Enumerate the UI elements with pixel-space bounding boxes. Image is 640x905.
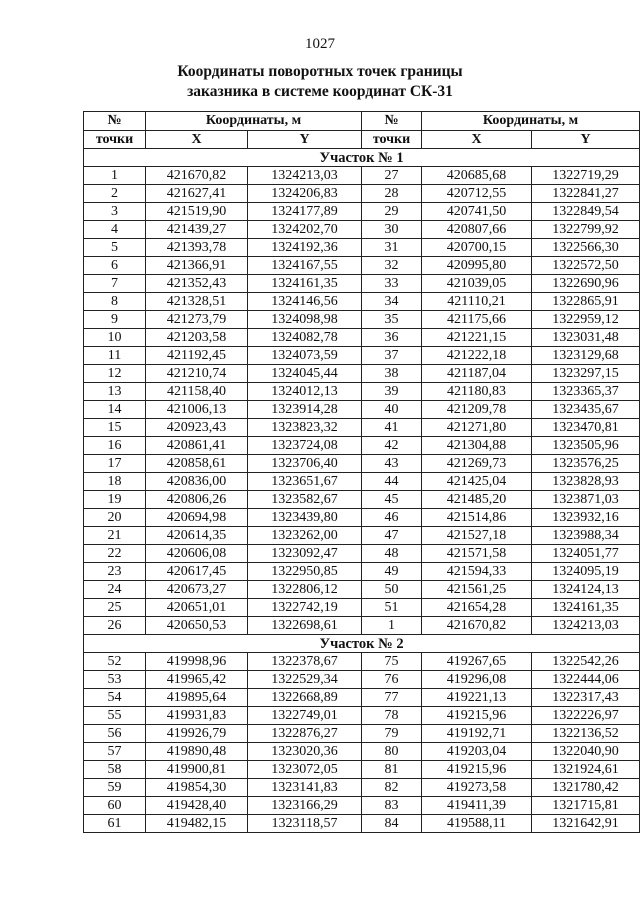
cell-x-right: 421594,33 bbox=[422, 563, 532, 581]
cell-x-left: 421203,58 bbox=[146, 329, 248, 347]
cell-point-right: 27 bbox=[362, 167, 422, 185]
cell-y-left: 1322378,67 bbox=[248, 653, 362, 671]
table-body bbox=[84, 149, 640, 833]
table-row bbox=[84, 275, 640, 293]
cell-point-left: 22 bbox=[84, 545, 146, 563]
cell-x-left: 419998,96 bbox=[146, 653, 248, 671]
header-y-right: Y bbox=[532, 131, 640, 149]
cell-x-right: 420807,66 bbox=[422, 221, 532, 239]
cell-y-right: 1322841,27 bbox=[532, 185, 640, 203]
cell-x-left: 420614,35 bbox=[146, 527, 248, 545]
header-num-left: № bbox=[84, 112, 146, 131]
table-row bbox=[84, 185, 640, 203]
header-x-right: X bbox=[422, 131, 532, 149]
cell-x-left: 419482,15 bbox=[146, 815, 248, 833]
cell-x-left: 420858,61 bbox=[146, 455, 248, 473]
cell-point-left: 19 bbox=[84, 491, 146, 509]
cell-point-right: 28 bbox=[362, 185, 422, 203]
cell-point-right: 39 bbox=[362, 383, 422, 401]
cell-point-left: 7 bbox=[84, 275, 146, 293]
cell-point-right: 80 bbox=[362, 743, 422, 761]
cell-point-right: 81 bbox=[362, 761, 422, 779]
cell-y-left: 1323118,57 bbox=[248, 815, 362, 833]
cell-x-left: 420806,26 bbox=[146, 491, 248, 509]
cell-y-left: 1323914,28 bbox=[248, 401, 362, 419]
cell-point-right: 46 bbox=[362, 509, 422, 527]
cell-point-left: 55 bbox=[84, 707, 146, 725]
table-row bbox=[84, 257, 640, 275]
cell-point-left: 15 bbox=[84, 419, 146, 437]
cell-y-left: 1324177,89 bbox=[248, 203, 362, 221]
cell-y-right: 1323365,37 bbox=[532, 383, 640, 401]
cell-y-left: 1324012,13 bbox=[248, 383, 362, 401]
table-row bbox=[84, 743, 640, 761]
cell-point-left: 58 bbox=[84, 761, 146, 779]
cell-y-right: 1322040,90 bbox=[532, 743, 640, 761]
cell-point-right: 84 bbox=[362, 815, 422, 833]
cell-x-right: 421187,04 bbox=[422, 365, 532, 383]
cell-y-left: 1323724,08 bbox=[248, 437, 362, 455]
cell-x-right: 420995,80 bbox=[422, 257, 532, 275]
table-row bbox=[84, 581, 640, 599]
cell-y-left: 1322742,19 bbox=[248, 599, 362, 617]
cell-y-left: 1323141,83 bbox=[248, 779, 362, 797]
cell-point-left: 9 bbox=[84, 311, 146, 329]
table-row bbox=[84, 779, 640, 797]
cell-y-right: 1322566,30 bbox=[532, 239, 640, 257]
cell-x-left: 419926,79 bbox=[146, 725, 248, 743]
table-row bbox=[84, 401, 640, 419]
cell-x-right: 419221,13 bbox=[422, 689, 532, 707]
cell-x-right: 419588,11 bbox=[422, 815, 532, 833]
cell-point-left: 12 bbox=[84, 365, 146, 383]
table-row bbox=[84, 455, 640, 473]
cell-y-right: 1324051,77 bbox=[532, 545, 640, 563]
cell-x-left: 421158,40 bbox=[146, 383, 248, 401]
cell-y-right: 1322444,06 bbox=[532, 671, 640, 689]
cell-point-right: 36 bbox=[362, 329, 422, 347]
cell-x-left: 420694,98 bbox=[146, 509, 248, 527]
cell-x-left: 419854,30 bbox=[146, 779, 248, 797]
cell-y-right: 1323129,68 bbox=[532, 347, 640, 365]
cell-x-right: 421209,78 bbox=[422, 401, 532, 419]
cell-point-left: 17 bbox=[84, 455, 146, 473]
cell-point-left: 11 bbox=[84, 347, 146, 365]
table-row bbox=[84, 707, 640, 725]
cell-y-right: 1322959,12 bbox=[532, 311, 640, 329]
cell-y-left: 1322529,34 bbox=[248, 671, 362, 689]
cell-x-left: 421627,41 bbox=[146, 185, 248, 203]
table-header-row-2 bbox=[84, 131, 640, 149]
cell-point-left: 61 bbox=[84, 815, 146, 833]
cell-x-left: 421273,79 bbox=[146, 311, 248, 329]
cell-y-right: 1321715,81 bbox=[532, 797, 640, 815]
cell-point-left: 20 bbox=[84, 509, 146, 527]
cell-x-left: 420861,41 bbox=[146, 437, 248, 455]
cell-point-right: 78 bbox=[362, 707, 422, 725]
cell-x-right: 421175,66 bbox=[422, 311, 532, 329]
cell-x-right: 419267,65 bbox=[422, 653, 532, 671]
header-point-right: точки bbox=[362, 131, 422, 149]
cell-x-left: 421670,82 bbox=[146, 167, 248, 185]
table-header-row-1 bbox=[84, 112, 640, 131]
cell-x-left: 421519,90 bbox=[146, 203, 248, 221]
cell-x-left: 419890,48 bbox=[146, 743, 248, 761]
cell-point-right: 34 bbox=[362, 293, 422, 311]
cell-y-right: 1324124,13 bbox=[532, 581, 640, 599]
table-row bbox=[84, 437, 640, 455]
cell-y-left: 1323706,40 bbox=[248, 455, 362, 473]
cell-y-right: 1322317,43 bbox=[532, 689, 640, 707]
cell-point-right: 49 bbox=[362, 563, 422, 581]
cell-point-right: 50 bbox=[362, 581, 422, 599]
cell-x-right: 420712,55 bbox=[422, 185, 532, 203]
cell-x-right: 421039,05 bbox=[422, 275, 532, 293]
table-row bbox=[84, 599, 640, 617]
cell-y-left: 1324161,35 bbox=[248, 275, 362, 293]
table-row bbox=[84, 815, 640, 833]
cell-point-left: 18 bbox=[84, 473, 146, 491]
cell-point-right: 38 bbox=[362, 365, 422, 383]
cell-point-left: 23 bbox=[84, 563, 146, 581]
title-line-2: заказника в системе координат СК-31 bbox=[187, 83, 453, 100]
cell-point-left: 1 bbox=[84, 167, 146, 185]
cell-point-right: 40 bbox=[362, 401, 422, 419]
header-x-left: X bbox=[146, 131, 248, 149]
cell-x-right: 421514,86 bbox=[422, 509, 532, 527]
cell-point-left: 60 bbox=[84, 797, 146, 815]
cell-y-left: 1323166,29 bbox=[248, 797, 362, 815]
cell-x-right: 420741,50 bbox=[422, 203, 532, 221]
cell-x-right: 419215,96 bbox=[422, 707, 532, 725]
cell-y-right: 1321780,42 bbox=[532, 779, 640, 797]
cell-y-right: 1324213,03 bbox=[532, 617, 640, 635]
cell-x-right: 421221,15 bbox=[422, 329, 532, 347]
header-coords-left: Координаты, м bbox=[146, 112, 362, 131]
cell-y-right: 1321642,91 bbox=[532, 815, 640, 833]
cell-point-right: 35 bbox=[362, 311, 422, 329]
cell-y-right: 1323505,96 bbox=[532, 437, 640, 455]
cell-point-left: 24 bbox=[84, 581, 146, 599]
section-row bbox=[84, 149, 640, 167]
cell-point-left: 14 bbox=[84, 401, 146, 419]
cell-point-right: 41 bbox=[362, 419, 422, 437]
cell-point-left: 4 bbox=[84, 221, 146, 239]
cell-y-left: 1323262,00 bbox=[248, 527, 362, 545]
cell-x-right: 421654,28 bbox=[422, 599, 532, 617]
cell-x-right: 421180,83 bbox=[422, 383, 532, 401]
document-title bbox=[0, 62, 640, 102]
cell-point-right: 47 bbox=[362, 527, 422, 545]
cell-y-left: 1324146,56 bbox=[248, 293, 362, 311]
cell-x-left: 420673,27 bbox=[146, 581, 248, 599]
cell-x-right: 421485,20 bbox=[422, 491, 532, 509]
table-row bbox=[84, 509, 640, 527]
table-row bbox=[84, 527, 640, 545]
cell-x-left: 419895,64 bbox=[146, 689, 248, 707]
header-y-left: Y bbox=[248, 131, 362, 149]
section-title: Участок № 2 bbox=[84, 635, 640, 653]
cell-x-right: 421425,04 bbox=[422, 473, 532, 491]
cell-point-right: 82 bbox=[362, 779, 422, 797]
cell-x-left: 421393,78 bbox=[146, 239, 248, 257]
cell-y-left: 1322698,61 bbox=[248, 617, 362, 635]
cell-x-right: 421561,25 bbox=[422, 581, 532, 599]
table-row bbox=[84, 311, 640, 329]
cell-x-left: 420836,00 bbox=[146, 473, 248, 491]
cell-point-right: 44 bbox=[362, 473, 422, 491]
cell-y-right: 1322572,50 bbox=[532, 257, 640, 275]
cell-x-right: 419215,96 bbox=[422, 761, 532, 779]
table-row bbox=[84, 725, 640, 743]
cell-x-right: 419296,08 bbox=[422, 671, 532, 689]
cell-x-right: 421670,82 bbox=[422, 617, 532, 635]
cell-point-left: 52 bbox=[84, 653, 146, 671]
cell-y-right: 1322849,54 bbox=[532, 203, 640, 221]
cell-y-right: 1321924,61 bbox=[532, 761, 640, 779]
cell-point-right: 76 bbox=[362, 671, 422, 689]
cell-point-left: 59 bbox=[84, 779, 146, 797]
cell-x-left: 421439,27 bbox=[146, 221, 248, 239]
cell-point-right: 77 bbox=[362, 689, 422, 707]
cell-point-right: 83 bbox=[362, 797, 422, 815]
cell-y-right: 1322136,52 bbox=[532, 725, 640, 743]
cell-point-left: 26 bbox=[84, 617, 146, 635]
cell-x-left: 421352,43 bbox=[146, 275, 248, 293]
cell-y-left: 1323439,80 bbox=[248, 509, 362, 527]
cell-y-right: 1323828,93 bbox=[532, 473, 640, 491]
cell-x-right: 420700,15 bbox=[422, 239, 532, 257]
cell-y-right: 1322226,97 bbox=[532, 707, 640, 725]
cell-x-left: 421210,74 bbox=[146, 365, 248, 383]
cell-y-right: 1323297,15 bbox=[532, 365, 640, 383]
cell-y-right: 1324161,35 bbox=[532, 599, 640, 617]
cell-point-right: 42 bbox=[362, 437, 422, 455]
cell-y-left: 1323092,47 bbox=[248, 545, 362, 563]
cell-y-left: 1324192,36 bbox=[248, 239, 362, 257]
cell-x-left: 420651,01 bbox=[146, 599, 248, 617]
cell-x-left: 420923,43 bbox=[146, 419, 248, 437]
title-line-1: Координаты поворотных точек границы bbox=[177, 63, 463, 80]
cell-x-right: 421269,73 bbox=[422, 455, 532, 473]
table-row bbox=[84, 761, 640, 779]
table-row bbox=[84, 203, 640, 221]
cell-y-right: 1323988,34 bbox=[532, 527, 640, 545]
page-number: 1027 bbox=[305, 36, 335, 52]
table-row bbox=[84, 365, 640, 383]
cell-x-left: 419931,83 bbox=[146, 707, 248, 725]
table-row bbox=[84, 329, 640, 347]
cell-y-left: 1324073,59 bbox=[248, 347, 362, 365]
cell-y-right: 1323576,25 bbox=[532, 455, 640, 473]
cell-x-right: 419203,04 bbox=[422, 743, 532, 761]
table-row bbox=[84, 473, 640, 491]
cell-point-right: 48 bbox=[362, 545, 422, 563]
header-point-left: точки bbox=[84, 131, 146, 149]
cell-point-left: 10 bbox=[84, 329, 146, 347]
cell-y-left: 1323651,67 bbox=[248, 473, 362, 491]
table-row bbox=[84, 617, 640, 635]
cell-x-left: 419428,40 bbox=[146, 797, 248, 815]
cell-y-left: 1322668,89 bbox=[248, 689, 362, 707]
table-row bbox=[84, 653, 640, 671]
table-row bbox=[84, 221, 640, 239]
cell-point-left: 57 bbox=[84, 743, 146, 761]
table-row bbox=[84, 293, 640, 311]
table-row bbox=[84, 671, 640, 689]
header-num-right: № bbox=[362, 112, 422, 131]
cell-point-left: 16 bbox=[84, 437, 146, 455]
cell-point-left: 8 bbox=[84, 293, 146, 311]
cell-point-right: 51 bbox=[362, 599, 422, 617]
cell-y-right: 1323031,48 bbox=[532, 329, 640, 347]
cell-x-right: 419192,71 bbox=[422, 725, 532, 743]
cell-x-right: 421222,18 bbox=[422, 347, 532, 365]
cell-y-left: 1324082,78 bbox=[248, 329, 362, 347]
cell-x-left: 420650,53 bbox=[146, 617, 248, 635]
cell-y-left: 1323020,36 bbox=[248, 743, 362, 761]
cell-y-left: 1324213,03 bbox=[248, 167, 362, 185]
table-row bbox=[84, 239, 640, 257]
cell-y-left: 1322950,85 bbox=[248, 563, 362, 581]
cell-y-right: 1323871,03 bbox=[532, 491, 640, 509]
cell-y-left: 1323582,67 bbox=[248, 491, 362, 509]
cell-x-left: 419900,81 bbox=[146, 761, 248, 779]
cell-y-right: 1322719,29 bbox=[532, 167, 640, 185]
cell-y-left: 1322876,27 bbox=[248, 725, 362, 743]
cell-x-right: 420685,68 bbox=[422, 167, 532, 185]
cell-y-left: 1324045,44 bbox=[248, 365, 362, 383]
table-row bbox=[84, 167, 640, 185]
cell-point-right: 37 bbox=[362, 347, 422, 365]
cell-y-left: 1324202,70 bbox=[248, 221, 362, 239]
cell-x-right: 419411,39 bbox=[422, 797, 532, 815]
cell-x-right: 419273,58 bbox=[422, 779, 532, 797]
cell-point-left: 2 bbox=[84, 185, 146, 203]
cell-point-left: 3 bbox=[84, 203, 146, 221]
cell-point-left: 6 bbox=[84, 257, 146, 275]
cell-point-right: 43 bbox=[362, 455, 422, 473]
cell-point-left: 56 bbox=[84, 725, 146, 743]
table-row bbox=[84, 545, 640, 563]
cell-x-right: 421304,88 bbox=[422, 437, 532, 455]
cell-y-right: 1324095,19 bbox=[532, 563, 640, 581]
cell-point-right: 45 bbox=[362, 491, 422, 509]
cell-point-left: 21 bbox=[84, 527, 146, 545]
cell-y-right: 1322799,92 bbox=[532, 221, 640, 239]
cell-x-right: 421110,21 bbox=[422, 293, 532, 311]
table-row bbox=[84, 563, 640, 581]
cell-point-right: 75 bbox=[362, 653, 422, 671]
cell-y-left: 1323072,05 bbox=[248, 761, 362, 779]
cell-y-right: 1322865,91 bbox=[532, 293, 640, 311]
cell-y-right: 1322690,96 bbox=[532, 275, 640, 293]
cell-y-left: 1324098,98 bbox=[248, 311, 362, 329]
cell-x-left: 421366,91 bbox=[146, 257, 248, 275]
table-row bbox=[84, 797, 640, 815]
cell-x-left: 421006,13 bbox=[146, 401, 248, 419]
cell-point-right: 79 bbox=[362, 725, 422, 743]
cell-x-right: 421571,58 bbox=[422, 545, 532, 563]
header-coords-right: Координаты, м bbox=[422, 112, 640, 131]
table-row bbox=[84, 491, 640, 509]
table-row bbox=[84, 689, 640, 707]
cell-y-right: 1323470,81 bbox=[532, 419, 640, 437]
section-title: Участок № 1 bbox=[84, 149, 640, 167]
cell-y-right: 1322542,26 bbox=[532, 653, 640, 671]
cell-point-left: 54 bbox=[84, 689, 146, 707]
cell-point-right: 31 bbox=[362, 239, 422, 257]
cell-x-left: 420606,08 bbox=[146, 545, 248, 563]
cell-y-left: 1322806,12 bbox=[248, 581, 362, 599]
cell-point-left: 13 bbox=[84, 383, 146, 401]
cell-y-right: 1323932,16 bbox=[532, 509, 640, 527]
cell-x-right: 421271,80 bbox=[422, 419, 532, 437]
cell-point-left: 53 bbox=[84, 671, 146, 689]
cell-x-left: 420617,45 bbox=[146, 563, 248, 581]
cell-y-right: 1323435,67 bbox=[532, 401, 640, 419]
cell-point-right: 33 bbox=[362, 275, 422, 293]
cell-y-left: 1322749,01 bbox=[248, 707, 362, 725]
cell-x-right: 421527,18 bbox=[422, 527, 532, 545]
section-row bbox=[84, 635, 640, 653]
cell-x-left: 421192,45 bbox=[146, 347, 248, 365]
table-row bbox=[84, 347, 640, 365]
cell-point-left: 5 bbox=[84, 239, 146, 257]
cell-y-left: 1323823,32 bbox=[248, 419, 362, 437]
cell-point-right: 1 bbox=[362, 617, 422, 635]
cell-x-left: 421328,51 bbox=[146, 293, 248, 311]
cell-y-left: 1324167,55 bbox=[248, 257, 362, 275]
cell-point-left: 25 bbox=[84, 599, 146, 617]
coordinates-table bbox=[83, 111, 640, 833]
cell-point-right: 30 bbox=[362, 221, 422, 239]
table-row bbox=[84, 419, 640, 437]
cell-x-left: 419965,42 bbox=[146, 671, 248, 689]
cell-point-right: 32 bbox=[362, 257, 422, 275]
cell-point-right: 29 bbox=[362, 203, 422, 221]
cell-y-left: 1324206,83 bbox=[248, 185, 362, 203]
table-row bbox=[84, 383, 640, 401]
